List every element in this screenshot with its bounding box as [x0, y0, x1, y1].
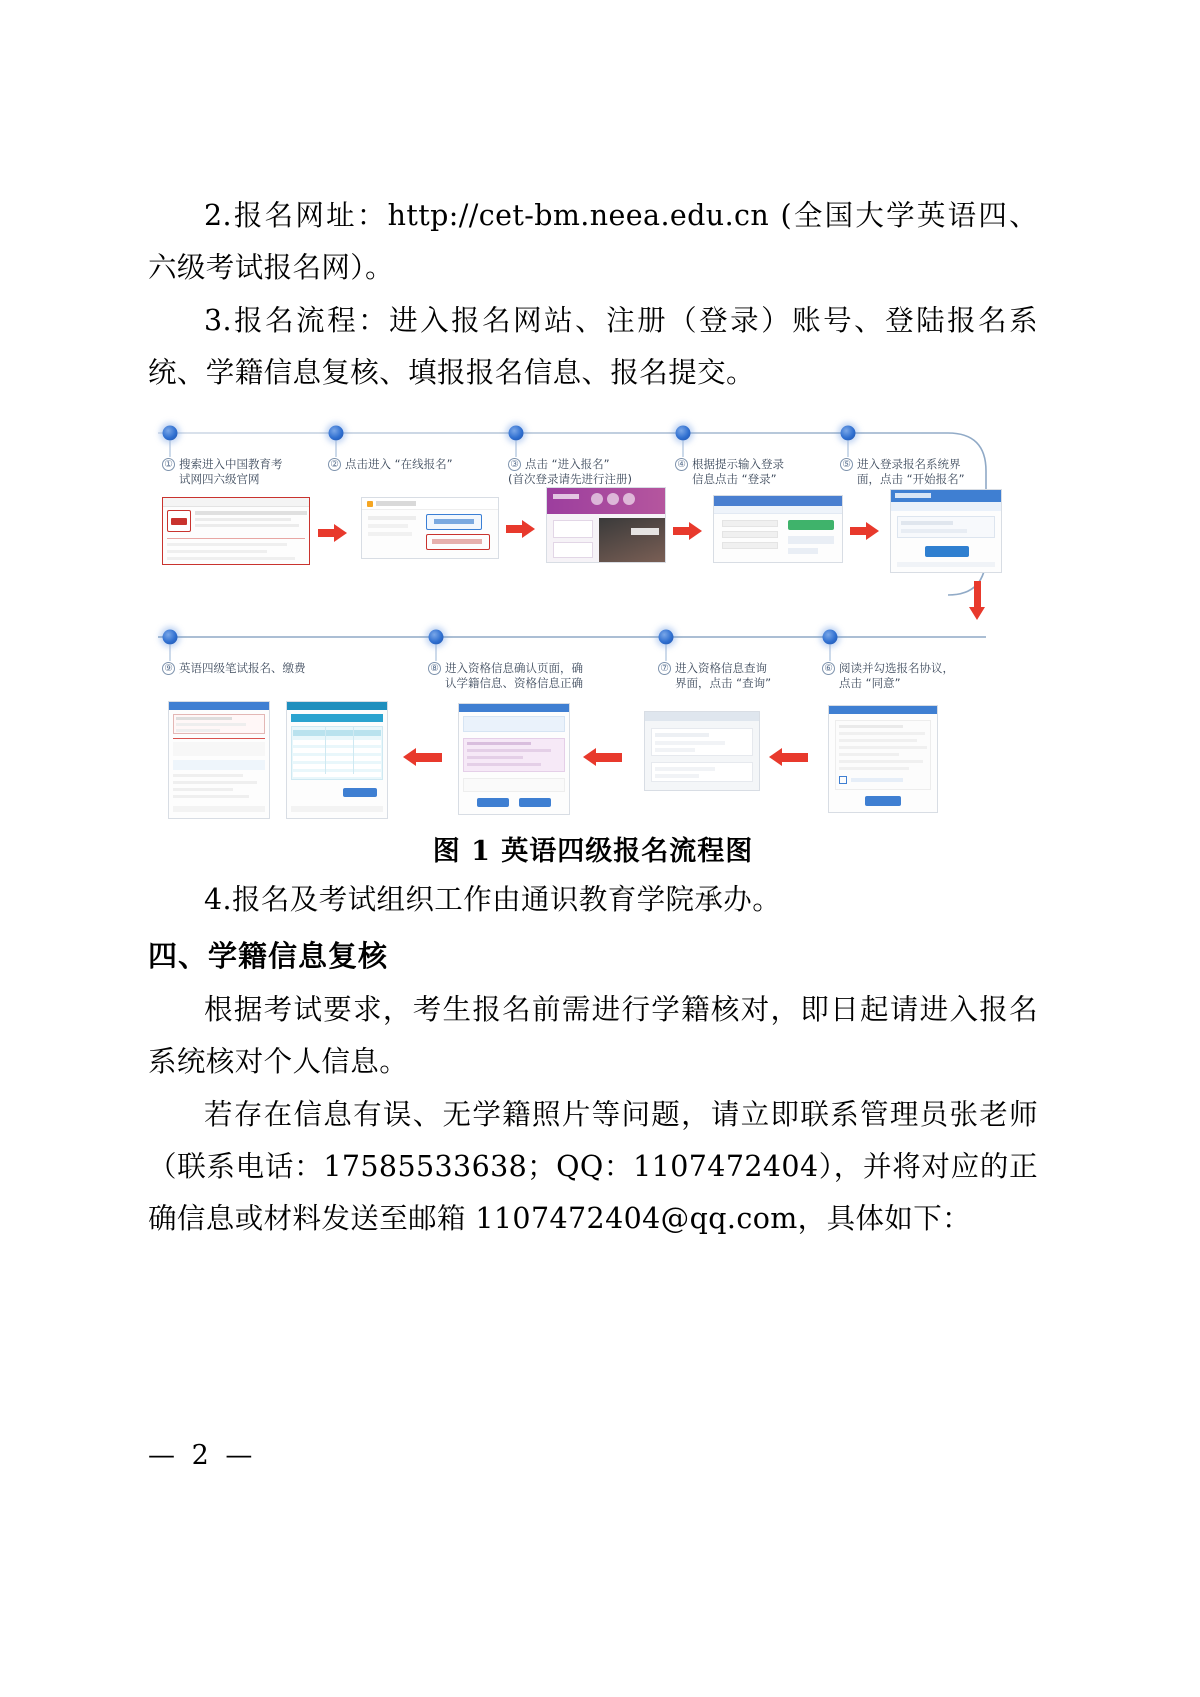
- flow-step-3-label: [508, 457, 632, 487]
- flow-step-1-line1: 搜索进入中国教育考: [179, 457, 283, 471]
- flow-step-6-line1: 阅读并勾选报名协议，: [839, 661, 954, 675]
- paragraph-3: 3.报名流程：进入报名网站、注册（登录）账号、登陆报名系统、学籍信息复核、填报报名信息、报名提交。: [148, 304, 1038, 389]
- flow-step-6-line2: 点击 “同意”: [839, 676, 901, 690]
- paragraph-4: 4.报名及考试组织工作由通识教育学院承办。: [204, 883, 782, 916]
- flow-stem-3: [516, 441, 517, 457]
- flow-step-8-line2: 认学籍信息、资格信息正确: [445, 676, 583, 690]
- flow-node-9: [163, 630, 178, 645]
- flow-step-7-label: [658, 661, 771, 691]
- flow-node-7: [659, 630, 674, 645]
- flow-node-2: [329, 426, 344, 441]
- flow-step-4-line2: 信息点击 “登录”: [692, 472, 777, 486]
- flow-stem-5: [848, 441, 849, 457]
- flow-step-2-label: [328, 457, 453, 472]
- section-heading-4: 四、学籍信息复核: [148, 939, 389, 973]
- flow-step-8-line1: 进入资格信息确认页面，确: [445, 661, 583, 675]
- flow-step-6-number: ⑥: [822, 662, 835, 675]
- flow-step-4-number: ④: [675, 458, 688, 471]
- flow-step-3-line1: 点击 “进入报名”: [525, 457, 610, 471]
- flow-step-6-label: [822, 661, 954, 691]
- flow-node-5: [841, 426, 856, 441]
- flow-stem-8: [436, 645, 437, 661]
- flow-node-8: [429, 630, 444, 645]
- thumbnail-step-3: [546, 487, 666, 563]
- paragraph-5: 根据考试要求，考生报名前需进行学籍核对，即日起请进入报名系统核对个人信息。: [148, 993, 1038, 1078]
- flow-step-4-label: [675, 457, 784, 487]
- thumbnail-step-9a: [168, 701, 270, 819]
- registration-flowchart: [148, 405, 1038, 823]
- thumbnail-step-9b: [286, 701, 388, 819]
- document-body: [148, 190, 1038, 1246]
- thumbnail-step-2: [361, 497, 499, 559]
- flow-step-4-line1: 根据提示输入登录: [692, 457, 784, 471]
- flow-step-7-number: ⑦: [658, 662, 671, 675]
- paragraph-6: 若存在信息有误、无学籍照片等问题，请立即联系管理员张老师（联系电话：17585533638；QQ：1107472404），并将对应的正确信息或材料发送至邮箱 1107472404@qq.com，具体如下：: [148, 1098, 1038, 1235]
- flow-node-3: [509, 426, 524, 441]
- flow-stem-2: [336, 441, 337, 457]
- flow-step-3-number: ③: [508, 458, 521, 471]
- thumbnail-step-5: [890, 489, 1002, 573]
- flow-step-9-label: [162, 661, 306, 676]
- flow-step-8-label: [428, 661, 583, 691]
- flow-node-4: [676, 426, 691, 441]
- flow-step-1-label: [162, 457, 283, 487]
- page-number: — 2 —: [148, 1440, 257, 1471]
- thumbnail-step-8: [458, 703, 570, 815]
- flow-node-6: [823, 630, 838, 645]
- paragraph-2: 2.报名网址：http://cet-bm.neea.edu.cn (全国大学英语四、六级考试报名网）。: [148, 199, 1038, 284]
- flow-step-5-line1: 进入登录报名系统界: [857, 457, 961, 471]
- flow-step-5-label: [840, 457, 965, 487]
- flow-step-9-line1: 英语四级笔试报名、缴费: [179, 661, 306, 675]
- thumbnail-step-7: [644, 711, 760, 791]
- flow-step-3-line2: (首次登录请先进行注册): [508, 472, 632, 486]
- flow-step-5-line2: 面，点击 “开始报名”: [857, 472, 965, 486]
- flow-stem-1: [170, 441, 171, 457]
- figure-caption: 图 1 英语四级报名流程图: [432, 836, 754, 867]
- thumbnail-step-6: [828, 705, 938, 813]
- flow-stem-7: [666, 645, 667, 661]
- flow-step-9-number: ⑨: [162, 662, 175, 675]
- flow-step-8-number: ⑧: [428, 662, 441, 675]
- flow-step-7-line1: 进入资格信息查询: [675, 661, 767, 675]
- thumbnail-step-4: [713, 495, 843, 563]
- flow-node-1: [163, 426, 178, 441]
- flow-stem-6: [830, 645, 831, 661]
- flow-stem-9: [170, 645, 171, 661]
- flow-step-1-line2: 试网四六级官网: [179, 472, 260, 486]
- flow-step-7-line2: 界面，点击 “查询”: [675, 676, 772, 690]
- flow-step-2-number: ②: [328, 458, 341, 471]
- thumbnail-step-1: [162, 497, 310, 565]
- flow-step-1-number: ①: [162, 458, 175, 471]
- flow-step-5-number: ⑤: [840, 458, 853, 471]
- flow-stem-4: [683, 441, 684, 457]
- flow-step-2-line1: 点击进入 “在线报名”: [345, 457, 453, 471]
